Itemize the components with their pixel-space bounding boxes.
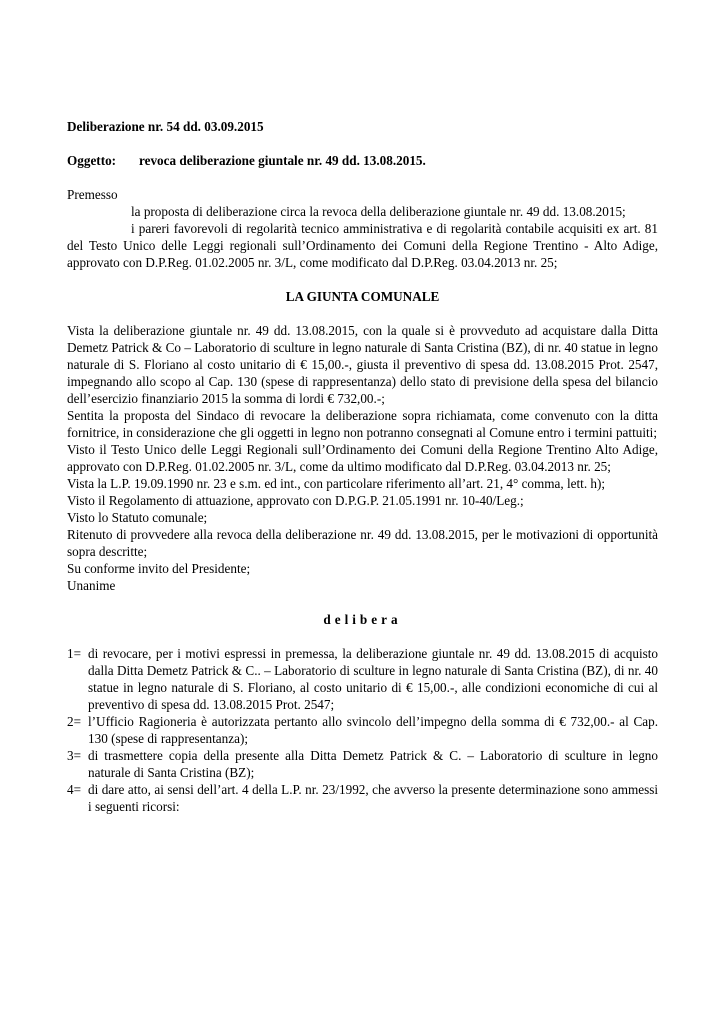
- premise-item: i pareri favorevoli di regolarità tecnico amministrativa e di regolarità contabile acquisiti ex art. 81 del Testo Unico delle Leggi regionali sull’Ordinamento dei Comuni della Regione Trentino - Alto Adige, approvato con D.P.Reg. 01.02.2005 nr. 3/L, come modificato dal D.P.Reg. 03.04.2013 nr. 25;: [67, 221, 658, 270]
- document-title: Deliberazione nr. 54 dd. 03.09.2015: [67, 119, 264, 134]
- body-paragraph: Ritenuto di provvedere alla revoca della deliberazione nr. 49 dd. 13.08.2015, per le motivazioni di opportunità sopra descritte;: [67, 527, 658, 559]
- resolution-number: 2=: [67, 714, 82, 729]
- document-subject: [67, 152, 658, 169]
- body-paragraph: Visto il Regolamento di attuazione, approvato con D.P.G.P. 21.05.1991 nr. 10-40/Leg.;: [67, 493, 524, 508]
- document-page: [67, 118, 658, 815]
- resolution-item: [67, 645, 658, 713]
- subject-text: revoca deliberazione giuntale nr. 49 dd. 13.08.2015.: [139, 153, 426, 168]
- premise-item: la proposta di deliberazione circa la revoca della deliberazione giuntale nr. 49 dd. 13.08.2015;: [131, 204, 626, 219]
- resolution-text: di dare atto, ai sensi dell’art. 4 della L.P. nr. 23/1992, che avverso la presente determinazione sono ammessi i seguenti ricorsi:: [88, 782, 658, 814]
- resolution-item: [67, 781, 658, 815]
- body-paragraph: Unanime: [67, 578, 116, 593]
- resolution-text: l’Ufficio Ragioneria è autorizzata pertanto allo svincolo dell’impegno della somma di € 732,00.- al Cap. 130 (spese di rappresentanza);: [88, 714, 658, 746]
- resolution-number: 1=: [67, 646, 82, 661]
- resolution-item: [67, 747, 658, 781]
- body-paragraph: Su conforme invito del Presidente;: [67, 561, 251, 576]
- body-paragraph: Vista la L.P. 19.09.1990 nr. 23 e s.m. ed int., con particolare riferimento all’art. 21, 4° comma, lett. h);: [67, 476, 606, 491]
- resolution-list: [67, 645, 658, 815]
- resolution-text: di revocare, per i motivi espressi in premessa, la deliberazione giuntale nr. 49 dd. 13.08.2015 di acquisto dalla Ditta Demetz Patrick & C.. – Laboratorio di sculture in legno naturale di Santa Cristina (BZ), di nr. 40 statue in legno naturale di S. Floriano, al costo unitario di € 15,00.-, alle condizioni economiche di cui al preventivo di spesa dd. 13.08.2015 Prot. 2547;: [88, 646, 658, 712]
- body-paragraph: Visto lo Statuto comunale;: [67, 510, 208, 525]
- delibera-heading: delibera: [323, 612, 402, 627]
- resolution-number: 4=: [67, 782, 82, 797]
- body-paragraph: Vista la deliberazione giuntale nr. 49 dd. 13.08.2015, con la quale si è provveduto ad acquistare dalla Ditta Demetz Patrick & Co – Laboratorio di sculture in legno naturale di Santa Cristina (BZ), di nr. 40 statue in legno naturale di S. Floriano al costo unitario di € 15,00.-, giusta il preventivo di spesa dd. 13.08.2015 Prot. 2547, impegnando allo scopo al Cap. 130 (spese di rappresentanza) dello stato di previsione della spesa del bilancio dell’esercizio finanziario 2015 la somma di lordi € 732,00.-;: [67, 323, 658, 406]
- council-heading: LA GIUNTA COMUNALE: [285, 289, 440, 304]
- resolution-number: 3=: [67, 748, 82, 763]
- body-paragraph: Sentita la proposta del Sindaco di revocare la deliberazione sopra richiamata, come convenuto con la ditta fornitrice, in considerazione che gli oggetti in legno non potranno consegnati al Comune entro i termini pattuiti;: [67, 408, 658, 440]
- resolution-item: [67, 713, 658, 747]
- premise-intro: Premesso: [67, 187, 118, 202]
- subject-label: Oggetto:: [67, 153, 117, 168]
- body-paragraph: Visto il Testo Unico delle Leggi Regionali sull’Ordinamento dei Comuni della Regione Trentino Alto Adige, approvato con D.P.Reg. 01.02.2005 nr. 3/L, come da ultimo modificato dal D.P.Reg. 03.04.2013 nr. 25;: [67, 442, 658, 474]
- resolution-text: di trasmettere copia della presente alla Ditta Demetz Patrick & C. – Laboratorio di sculture in legno naturale di Santa Cristina (BZ);: [88, 748, 658, 780]
